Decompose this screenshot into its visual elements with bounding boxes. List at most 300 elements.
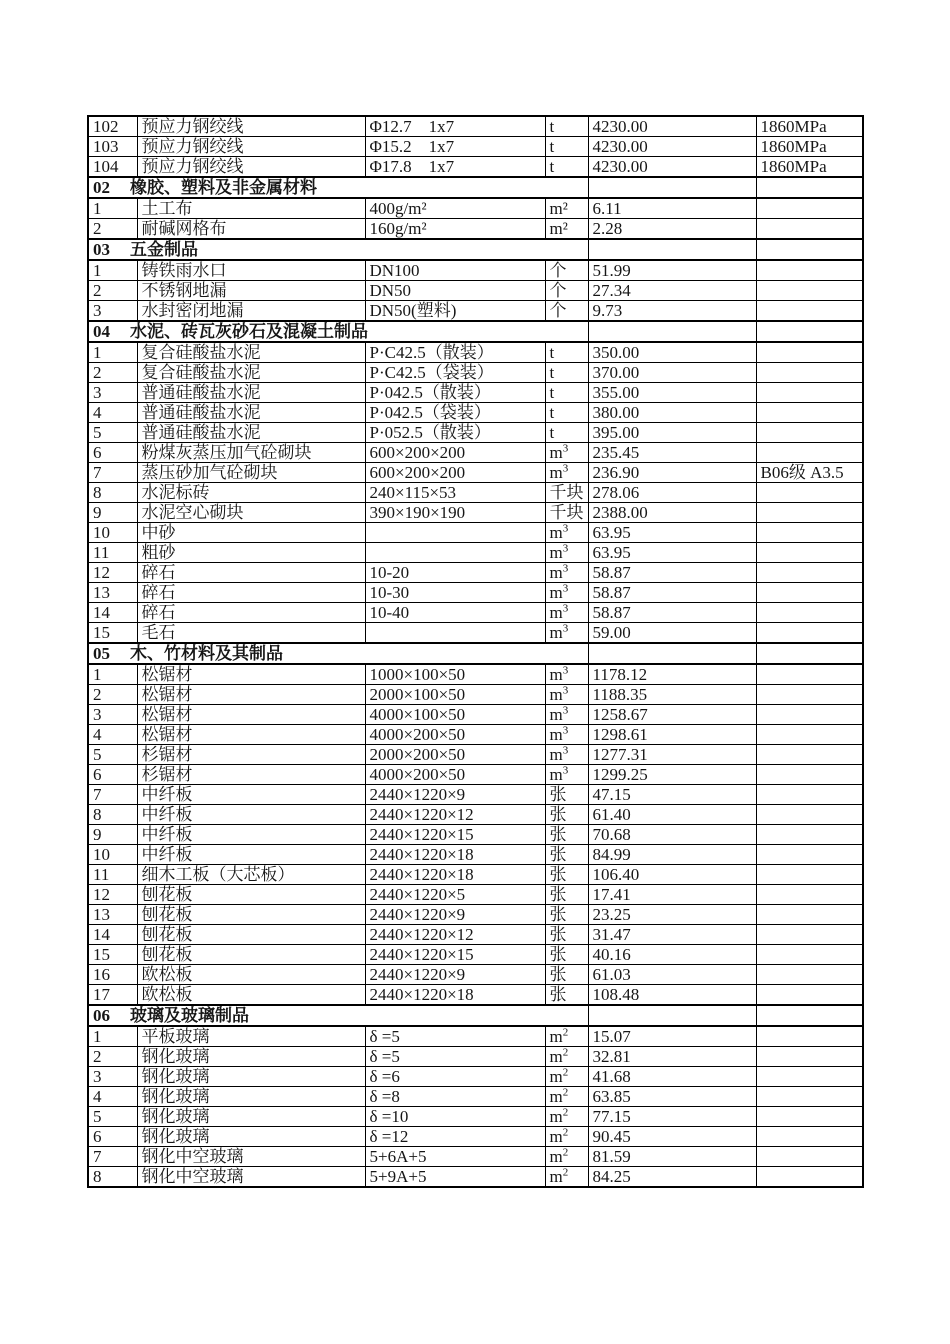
unit-cell: 张 bbox=[545, 865, 588, 885]
spec-cell: 2440×1220×12 bbox=[365, 925, 545, 945]
row-number-cell: 10 bbox=[88, 845, 137, 865]
spec-cell: P·042.5（散装） bbox=[365, 383, 545, 403]
material-name-cell: 水封密闭地漏 bbox=[137, 301, 365, 322]
unit-cell: $m^2$ bbox=[545, 1026, 588, 1047]
material-row bbox=[88, 1107, 863, 1127]
unit-exponent: 2 bbox=[562, 1166, 569, 1179]
material-name-cell: 粗砂 bbox=[137, 543, 365, 563]
price-cell: 58.87 bbox=[588, 583, 756, 603]
note-cell bbox=[756, 643, 863, 664]
unit-cell: 个 bbox=[545, 301, 588, 322]
unit-exponent: 3 bbox=[562, 764, 569, 777]
row-number-cell: 1 bbox=[88, 260, 137, 281]
spec-cell: 2440×1220×5 bbox=[365, 885, 545, 905]
note-cell: B06级 A3.5 bbox=[756, 463, 863, 483]
note-cell bbox=[756, 945, 863, 965]
material-row bbox=[88, 301, 863, 322]
note-cell bbox=[756, 321, 863, 342]
unit-exponent: 3 bbox=[562, 622, 569, 635]
material-name-cell: 杉锯材 bbox=[137, 765, 365, 785]
note-cell bbox=[756, 483, 863, 503]
material-row bbox=[88, 623, 863, 644]
row-number-cell: 12 bbox=[88, 563, 137, 583]
note-cell bbox=[756, 1087, 863, 1107]
note-cell: 1860MPa bbox=[756, 157, 863, 178]
row-number-cell: 9 bbox=[88, 503, 137, 523]
unit-cell: t bbox=[545, 383, 588, 403]
note-cell bbox=[756, 664, 863, 685]
unit-cell: $m^3$ bbox=[545, 745, 588, 765]
unit-cell: t bbox=[545, 137, 588, 157]
row-number-cell: 4 bbox=[88, 725, 137, 745]
material-row bbox=[88, 403, 863, 423]
material-name-cell: 普通硅酸盐水泥 bbox=[137, 403, 365, 423]
note-cell bbox=[756, 219, 863, 240]
material-name-cell: 杉锯材 bbox=[137, 745, 365, 765]
unit-exponent: 3 bbox=[562, 542, 569, 555]
row-number-cell: 1 bbox=[88, 1026, 137, 1047]
unit-cell: $m^2$ bbox=[545, 1067, 588, 1087]
material-name-cell: 钢化玻璃 bbox=[137, 1087, 365, 1107]
spec-cell: 10-30 bbox=[365, 583, 545, 603]
material-name-cell: 耐碱网格布 bbox=[137, 219, 365, 240]
material-name-cell: 细木工板（大芯板） bbox=[137, 865, 365, 885]
spec-cell: 2440×1220×12 bbox=[365, 805, 545, 825]
material-name-cell: 钢化玻璃 bbox=[137, 1127, 365, 1147]
spec-cell: 4000×100×50 bbox=[365, 705, 545, 725]
material-name-cell: 松锯材 bbox=[137, 664, 365, 685]
note-cell bbox=[756, 1147, 863, 1167]
material-name-cell: 普通硅酸盐水泥 bbox=[137, 383, 365, 403]
unit-exponent: 2 bbox=[562, 1026, 569, 1039]
material-name-cell: 钢化玻璃 bbox=[137, 1047, 365, 1067]
row-number-cell: 8 bbox=[88, 805, 137, 825]
material-row bbox=[88, 503, 863, 523]
row-number-cell: 3 bbox=[88, 301, 137, 322]
price-cell bbox=[588, 643, 756, 664]
spec-cell: 600×200×200 bbox=[365, 463, 545, 483]
spec-cell: 390×190×190 bbox=[365, 503, 545, 523]
price-cell: 84.99 bbox=[588, 845, 756, 865]
price-cell: 81.59 bbox=[588, 1147, 756, 1167]
spec-cell: 600×200×200 bbox=[365, 443, 545, 463]
note-cell bbox=[756, 623, 863, 644]
price-cell: 61.03 bbox=[588, 965, 756, 985]
unit-exponent: 2 bbox=[562, 1086, 569, 1099]
material-row bbox=[88, 805, 863, 825]
spec-cell: 2440×1220×9 bbox=[365, 965, 545, 985]
price-cell: 2.28 bbox=[588, 219, 756, 240]
row-number-cell: 1 bbox=[88, 198, 137, 219]
spec-cell bbox=[365, 623, 545, 644]
spec-cell: 240×115×53 bbox=[365, 483, 545, 503]
unit-cell: $m^2$ bbox=[545, 1147, 588, 1167]
spec-cell: δ =10 bbox=[365, 1107, 545, 1127]
row-number-cell: 2 bbox=[88, 281, 137, 301]
unit-cell: m² bbox=[545, 219, 588, 240]
material-row bbox=[88, 885, 863, 905]
note-cell: 1860MPa bbox=[756, 116, 863, 137]
unit-cell: t bbox=[545, 423, 588, 443]
unit-exponent: 3 bbox=[562, 684, 569, 697]
material-row bbox=[88, 1067, 863, 1087]
unit-cell: $m^3$ bbox=[545, 765, 588, 785]
unit-cell: 张 bbox=[545, 845, 588, 865]
row-number-cell: 10 bbox=[88, 523, 137, 543]
price-cell: 355.00 bbox=[588, 383, 756, 403]
material-name-cell: 平板玻璃 bbox=[137, 1026, 365, 1047]
row-number-cell: 1 bbox=[88, 342, 137, 363]
material-name-cell: 水泥空心砌块 bbox=[137, 503, 365, 523]
material-row bbox=[88, 725, 863, 745]
unit-exponent: 2 bbox=[562, 1066, 569, 1079]
unit-cell: $m^2$ bbox=[545, 1087, 588, 1107]
note-cell bbox=[756, 745, 863, 765]
spec-cell: δ =5 bbox=[365, 1047, 545, 1067]
note-cell bbox=[756, 685, 863, 705]
note-cell: 1860MPa bbox=[756, 137, 863, 157]
spec-cell: δ =6 bbox=[365, 1067, 545, 1087]
spreadsheet-page bbox=[87, 115, 864, 1188]
unit-cell: $m^3$ bbox=[545, 443, 588, 463]
material-row bbox=[88, 1167, 863, 1188]
note-cell bbox=[756, 403, 863, 423]
material-row bbox=[88, 543, 863, 563]
price-cell bbox=[588, 177, 756, 198]
material-row bbox=[88, 685, 863, 705]
spec-cell: 2440×1220×9 bbox=[365, 905, 545, 925]
material-row bbox=[88, 825, 863, 845]
material-name-cell: 中纤板 bbox=[137, 825, 365, 845]
note-cell bbox=[756, 1067, 863, 1087]
note-cell bbox=[756, 905, 863, 925]
material-name-cell: 碎石 bbox=[137, 563, 365, 583]
material-name-cell: 蒸压砂加气砼砌块 bbox=[137, 463, 365, 483]
note-cell bbox=[756, 563, 863, 583]
material-row bbox=[88, 260, 863, 281]
price-cell: 58.87 bbox=[588, 603, 756, 623]
note-cell bbox=[756, 705, 863, 725]
spec-cell: Φ17.8 1x7 bbox=[365, 157, 545, 178]
note-cell bbox=[756, 865, 863, 885]
note-cell bbox=[756, 965, 863, 985]
note-cell bbox=[756, 785, 863, 805]
price-cell: 1277.31 bbox=[588, 745, 756, 765]
spec-cell: 160g/m² bbox=[365, 219, 545, 240]
unit-cell: 张 bbox=[545, 945, 588, 965]
row-number-cell: 3 bbox=[88, 705, 137, 725]
spec-cell: 2440×1220×15 bbox=[365, 825, 545, 845]
material-row bbox=[88, 905, 863, 925]
note-cell bbox=[756, 583, 863, 603]
note-cell bbox=[756, 1005, 863, 1026]
unit-cell: $m^3$ bbox=[545, 705, 588, 725]
unit-exponent: 3 bbox=[562, 602, 569, 615]
price-cell: 2388.00 bbox=[588, 503, 756, 523]
material-row bbox=[88, 443, 863, 463]
spec-cell: 2440×1220×15 bbox=[365, 945, 545, 965]
price-cell bbox=[588, 1005, 756, 1026]
price-cell: 63.95 bbox=[588, 523, 756, 543]
unit-exponent: 3 bbox=[562, 562, 569, 575]
note-cell bbox=[756, 925, 863, 945]
unit-exponent: 3 bbox=[562, 664, 569, 677]
material-name-cell: 预应力钢绞线 bbox=[137, 137, 365, 157]
material-name-cell: 刨花板 bbox=[137, 885, 365, 905]
spec-cell: Φ15.2 1x7 bbox=[365, 137, 545, 157]
note-cell bbox=[756, 1127, 863, 1147]
material-row bbox=[88, 157, 863, 178]
row-number-cell: 5 bbox=[88, 423, 137, 443]
material-row bbox=[88, 745, 863, 765]
unit-exponent: 3 bbox=[562, 522, 569, 535]
note-cell bbox=[756, 985, 863, 1006]
material-row bbox=[88, 965, 863, 985]
price-cell: 77.15 bbox=[588, 1107, 756, 1127]
material-name-cell: 碎石 bbox=[137, 603, 365, 623]
price-cell: 63.85 bbox=[588, 1087, 756, 1107]
row-number-cell: 2 bbox=[88, 685, 137, 705]
material-row bbox=[88, 563, 863, 583]
price-cell: 9.73 bbox=[588, 301, 756, 322]
material-name-cell: 松锯材 bbox=[137, 685, 365, 705]
row-number-cell: 3 bbox=[88, 1067, 137, 1087]
material-name-cell: 中砂 bbox=[137, 523, 365, 543]
section-row bbox=[88, 321, 863, 342]
note-cell bbox=[756, 765, 863, 785]
unit-cell: 个 bbox=[545, 281, 588, 301]
unit-cell: $m^3$ bbox=[545, 563, 588, 583]
material-row bbox=[88, 137, 863, 157]
spec-cell: 10-40 bbox=[365, 603, 545, 623]
material-name-cell: 钢化中空玻璃 bbox=[137, 1147, 365, 1167]
unit-cell: $m^2$ bbox=[545, 1127, 588, 1147]
spec-cell: DN50 bbox=[365, 281, 545, 301]
unit-cell: 千块 bbox=[545, 483, 588, 503]
price-cell: 27.34 bbox=[588, 281, 756, 301]
material-name-cell: 土工布 bbox=[137, 198, 365, 219]
unit-cell: $m^3$ bbox=[545, 603, 588, 623]
price-cell: 1178.12 bbox=[588, 664, 756, 685]
price-cell: 40.16 bbox=[588, 945, 756, 965]
row-number-cell: 16 bbox=[88, 965, 137, 985]
price-cell: 4230.00 bbox=[588, 157, 756, 178]
price-cell: 32.81 bbox=[588, 1047, 756, 1067]
price-cell: 350.00 bbox=[588, 342, 756, 363]
unit-cell: 千块 bbox=[545, 503, 588, 523]
material-name-cell: 欧松板 bbox=[137, 965, 365, 985]
material-row bbox=[88, 281, 863, 301]
spec-cell: δ =12 bbox=[365, 1127, 545, 1147]
spec-cell: P·052.5（散装） bbox=[365, 423, 545, 443]
unit-exponent: 2 bbox=[562, 1106, 569, 1119]
row-number-cell: 17 bbox=[88, 985, 137, 1006]
note-cell bbox=[756, 239, 863, 260]
section-title: 水泥、砖瓦灰砂石及混凝土制品 bbox=[130, 322, 368, 341]
note-cell bbox=[756, 503, 863, 523]
price-cell: 70.68 bbox=[588, 825, 756, 845]
unit-cell: 张 bbox=[545, 985, 588, 1006]
material-name-cell: 毛石 bbox=[137, 623, 365, 644]
material-name-cell: 预应力钢绞线 bbox=[137, 116, 365, 137]
material-name-cell: 刨花板 bbox=[137, 925, 365, 945]
unit-exponent: 2 bbox=[562, 1146, 569, 1159]
note-cell bbox=[756, 301, 863, 322]
price-cell: 4230.00 bbox=[588, 137, 756, 157]
material-price-table bbox=[87, 115, 864, 1188]
material-name-cell: 复合硅酸盐水泥 bbox=[137, 342, 365, 363]
note-cell bbox=[756, 1026, 863, 1047]
section-number: 03 bbox=[93, 240, 110, 259]
spec-cell: 2000×100×50 bbox=[365, 685, 545, 705]
material-name-cell: 钢化中空玻璃 bbox=[137, 1167, 365, 1188]
spec-cell: 10-20 bbox=[365, 563, 545, 583]
row-number-cell: 6 bbox=[88, 443, 137, 463]
price-cell: 370.00 bbox=[588, 363, 756, 383]
row-number-cell: 5 bbox=[88, 745, 137, 765]
row-number-cell: 14 bbox=[88, 603, 137, 623]
material-row bbox=[88, 342, 863, 363]
unit-cell: t bbox=[545, 363, 588, 383]
spec-cell: 2440×1220×18 bbox=[365, 845, 545, 865]
unit-cell: 张 bbox=[545, 785, 588, 805]
note-cell bbox=[756, 443, 863, 463]
material-row bbox=[88, 463, 863, 483]
price-cell: 235.45 bbox=[588, 443, 756, 463]
row-number-cell: 103 bbox=[88, 137, 137, 157]
unit-exponent: 2 bbox=[562, 1046, 569, 1059]
unit-cell: $m^3$ bbox=[545, 583, 588, 603]
price-table-body bbox=[88, 116, 863, 1187]
unit-exponent: 3 bbox=[562, 744, 569, 757]
section-title: 五金制品 bbox=[130, 240, 198, 259]
price-cell: 31.47 bbox=[588, 925, 756, 945]
material-row bbox=[88, 219, 863, 240]
material-row bbox=[88, 523, 863, 543]
material-row bbox=[88, 483, 863, 503]
section-row bbox=[88, 1005, 863, 1026]
spec-cell: Φ12.7 1x7 bbox=[365, 116, 545, 137]
price-cell: 1299.25 bbox=[588, 765, 756, 785]
price-cell: 278.06 bbox=[588, 483, 756, 503]
unit-cell: 张 bbox=[545, 885, 588, 905]
note-cell bbox=[756, 1047, 863, 1067]
row-number-cell: 13 bbox=[88, 583, 137, 603]
section-title-cell bbox=[88, 643, 588, 664]
unit-cell: m² bbox=[545, 198, 588, 219]
note-cell bbox=[756, 423, 863, 443]
material-name-cell: 刨花板 bbox=[137, 905, 365, 925]
price-cell: 1258.67 bbox=[588, 705, 756, 725]
unit-exponent: 3 bbox=[562, 462, 569, 475]
row-number-cell: 12 bbox=[88, 885, 137, 905]
spec-cell: 1000×100×50 bbox=[365, 664, 545, 685]
unit-cell: 张 bbox=[545, 825, 588, 845]
unit-cell: $m^3$ bbox=[545, 543, 588, 563]
material-name-cell: 欧松板 bbox=[137, 985, 365, 1006]
row-number-cell: 9 bbox=[88, 825, 137, 845]
note-cell bbox=[756, 1167, 863, 1188]
price-cell: 4230.00 bbox=[588, 116, 756, 137]
row-number-cell: 2 bbox=[88, 219, 137, 240]
price-cell: 61.40 bbox=[588, 805, 756, 825]
price-cell: 17.41 bbox=[588, 885, 756, 905]
spec-cell: P·042.5（袋装） bbox=[365, 403, 545, 423]
row-number-cell: 8 bbox=[88, 483, 137, 503]
material-row bbox=[88, 945, 863, 965]
material-name-cell: 刨花板 bbox=[137, 945, 365, 965]
row-number-cell: 13 bbox=[88, 905, 137, 925]
unit-cell: $m^2$ bbox=[545, 1167, 588, 1188]
material-name-cell: 粉煤灰蒸压加气砼砌块 bbox=[137, 443, 365, 463]
price-cell: 108.48 bbox=[588, 985, 756, 1006]
spec-cell bbox=[365, 543, 545, 563]
price-cell: 236.90 bbox=[588, 463, 756, 483]
material-row bbox=[88, 925, 863, 945]
material-name-cell: 中纤板 bbox=[137, 805, 365, 825]
row-number-cell: 14 bbox=[88, 925, 137, 945]
material-name-cell: 普通硅酸盐水泥 bbox=[137, 423, 365, 443]
note-cell bbox=[756, 845, 863, 865]
unit-cell: $m^3$ bbox=[545, 685, 588, 705]
material-row bbox=[88, 1147, 863, 1167]
spec-cell: P·C42.5（散装） bbox=[365, 342, 545, 363]
row-number-cell: 4 bbox=[88, 403, 137, 423]
material-name-cell: 中纤板 bbox=[137, 785, 365, 805]
price-cell: 15.07 bbox=[588, 1026, 756, 1047]
price-cell: 1188.35 bbox=[588, 685, 756, 705]
unit-cell: 张 bbox=[545, 905, 588, 925]
material-name-cell: 钢化玻璃 bbox=[137, 1107, 365, 1127]
unit-exponent: 3 bbox=[562, 724, 569, 737]
row-number-cell: 6 bbox=[88, 765, 137, 785]
section-title: 木、竹材料及其制品 bbox=[130, 644, 283, 663]
material-name-cell: 不锈钢地漏 bbox=[137, 281, 365, 301]
note-cell bbox=[756, 198, 863, 219]
unit-cell: 个 bbox=[545, 260, 588, 281]
price-cell: 90.45 bbox=[588, 1127, 756, 1147]
unit-cell: t bbox=[545, 403, 588, 423]
price-cell: 63.95 bbox=[588, 543, 756, 563]
material-row bbox=[88, 705, 863, 725]
spec-cell: P·C42.5（袋装） bbox=[365, 363, 545, 383]
row-number-cell: 11 bbox=[88, 543, 137, 563]
unit-cell: 张 bbox=[545, 805, 588, 825]
material-name-cell: 水泥标砖 bbox=[137, 483, 365, 503]
price-cell: 106.40 bbox=[588, 865, 756, 885]
price-cell: 58.87 bbox=[588, 563, 756, 583]
material-name-cell: 铸铁雨水口 bbox=[137, 260, 365, 281]
section-number: 06 bbox=[93, 1006, 110, 1025]
price-cell: 84.25 bbox=[588, 1167, 756, 1188]
note-cell bbox=[756, 543, 863, 563]
section-title: 橡胶、塑料及非金属材料 bbox=[130, 178, 317, 197]
row-number-cell: 8 bbox=[88, 1167, 137, 1188]
row-number-cell: 15 bbox=[88, 623, 137, 644]
spec-cell: 4000×200×50 bbox=[365, 765, 545, 785]
section-number: 05 bbox=[93, 644, 110, 663]
row-number-cell: 6 bbox=[88, 1127, 137, 1147]
spec-cell: 2440×1220×18 bbox=[365, 865, 545, 885]
unit-cell: t bbox=[545, 157, 588, 178]
material-row bbox=[88, 985, 863, 1006]
note-cell bbox=[756, 342, 863, 363]
section-row bbox=[88, 643, 863, 664]
material-row bbox=[88, 664, 863, 685]
material-row bbox=[88, 198, 863, 219]
unit-cell: $m^2$ bbox=[545, 1107, 588, 1127]
price-cell: 380.00 bbox=[588, 403, 756, 423]
